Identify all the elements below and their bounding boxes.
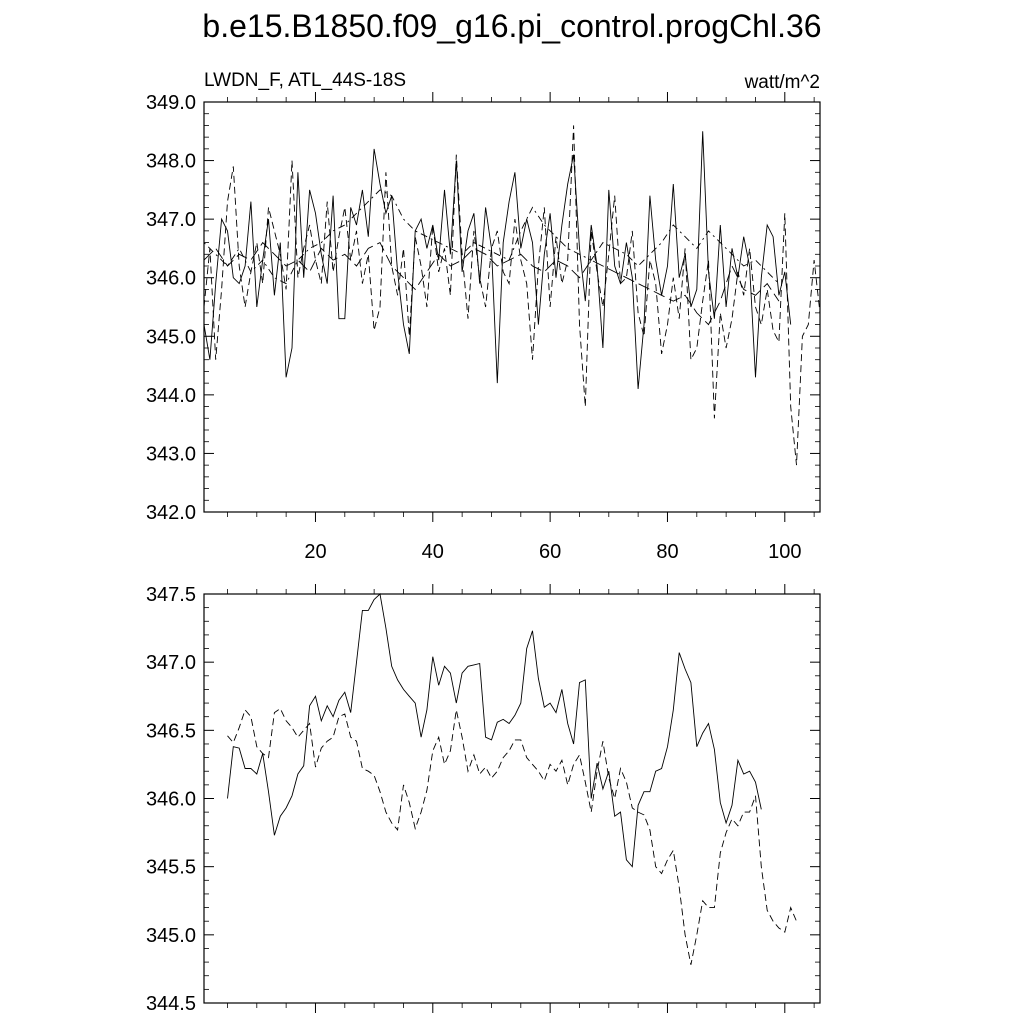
top-xtick-label: 60 bbox=[539, 541, 562, 563]
bottom-ytick-label: 346.5 bbox=[145, 720, 196, 743]
bottom-panel-frame bbox=[204, 594, 820, 1003]
top-ytick-label: 348.0 bbox=[145, 150, 196, 173]
bottom-series-dashed bbox=[228, 709, 797, 965]
top-panel bbox=[146, 70, 820, 563]
bottom-ytick-label: 346.0 bbox=[145, 788, 196, 811]
top-xtick-label: 100 bbox=[768, 541, 802, 563]
top-panel-subtitle-left: LWDN_F, ATL_44S-18S bbox=[204, 70, 407, 91]
bottom-panel-series-layer bbox=[228, 594, 797, 965]
bottom-ytick-label: 345.5 bbox=[145, 856, 196, 879]
top-ytick-label: 345.0 bbox=[145, 326, 196, 349]
figure-title: b.e15.B1850.f09_g16.pi_control.progChl.36 bbox=[202, 8, 822, 44]
top-ytick-label: 344.0 bbox=[145, 384, 196, 407]
bottom-ytick-label: 344.5 bbox=[145, 993, 196, 1015]
top-ytick-label: 342.0 bbox=[145, 502, 196, 524]
bottom-ytick-label: 347.5 bbox=[145, 584, 196, 606]
top-xtick-label: 40 bbox=[421, 541, 444, 563]
bottom-series-solid bbox=[228, 594, 762, 867]
top-ytick-label: 346.0 bbox=[145, 267, 196, 290]
top-ytick-label: 347.0 bbox=[145, 209, 196, 232]
bottom-ytick-label: 347.0 bbox=[145, 652, 196, 675]
top-panel-ticks bbox=[146, 92, 820, 563]
top-panel-series-layer bbox=[204, 125, 820, 465]
top-xtick-label: 20 bbox=[304, 541, 327, 563]
bottom-panel bbox=[146, 584, 820, 1015]
top-ytick-label: 349.0 bbox=[145, 92, 196, 114]
top-xtick-label: 80 bbox=[656, 541, 679, 563]
top-panel-subtitle-right: watt/m^2 bbox=[744, 72, 820, 93]
bottom-ytick-label: 345.0 bbox=[145, 924, 196, 947]
top-ytick-label: 343.0 bbox=[145, 443, 196, 466]
bottom-panel-ticks bbox=[146, 584, 820, 1015]
top-panel-frame bbox=[204, 102, 820, 512]
